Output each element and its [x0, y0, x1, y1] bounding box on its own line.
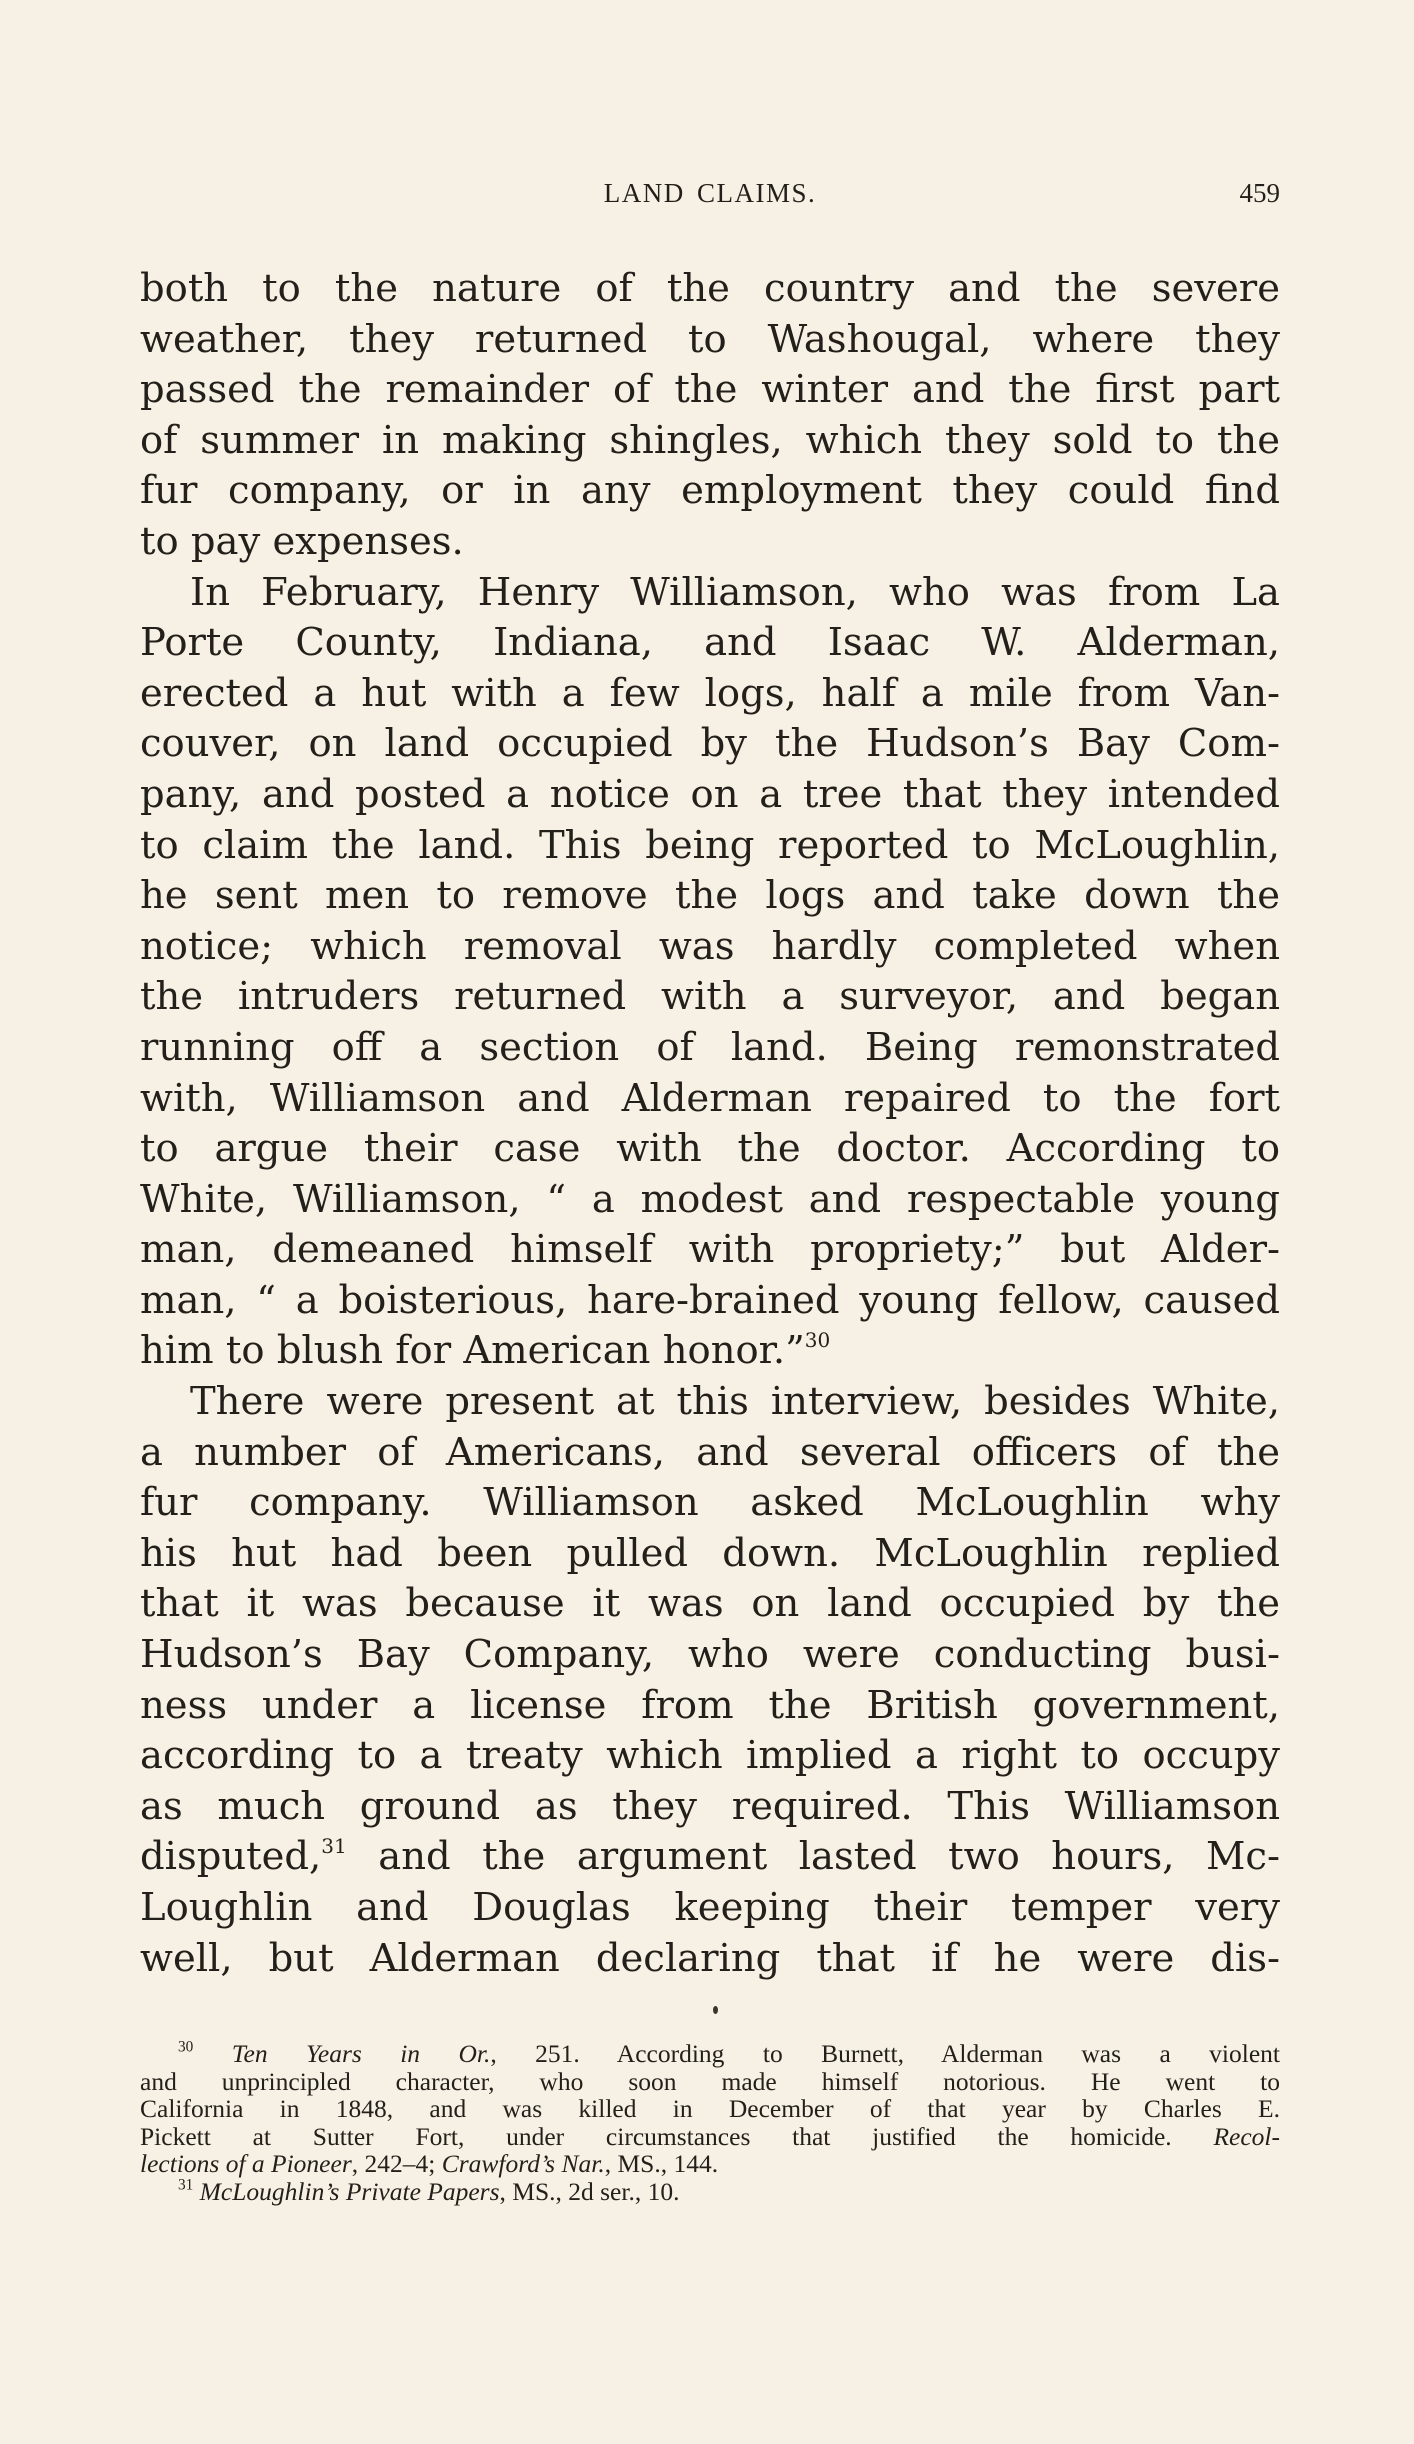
body-line: him to blush for American honor.”$^{30}$	[140, 1328, 831, 1374]
body-line: weather, they returned to Washougal, where they	[140, 316, 1280, 362]
body-line: Porte County, Indiana, and Isaac W. Alderman,	[140, 620, 1280, 666]
body-line: the intruders returned with a surveyor, and began	[140, 974, 1280, 1020]
body-line: with, Williamson and Alderman repaired to the fort	[140, 1075, 1280, 1121]
body-line: to argue their case with the doctor. According to	[140, 1126, 1280, 1172]
body-line: fur company. Williamson asked McLoughlin why	[140, 1480, 1280, 1526]
body-line: his hut had been pulled down. McLoughlin replied	[140, 1530, 1280, 1576]
body-line: pany, and posted a notice on a tree that they intended	[140, 771, 1280, 817]
footnote-line: Pickett at Sutter Fort, under circumstances that justified the homicide. Recol-	[140, 2121, 1281, 2151]
body-line: notice; which removal was hardly completed when	[140, 923, 1280, 969]
footnote-marker: 31	[178, 2175, 194, 2193]
ink-speck	[713, 2006, 718, 2014]
footnote-line: and unprincipled character, who soon made himself notorious. He went to	[140, 2066, 1280, 2096]
body-line: couver, on land occupied by the Hudson’s Bay Com-	[140, 721, 1280, 767]
body-text	[140, 264, 1280, 1984]
body-line: both to the nature of the country and the severe	[140, 266, 1280, 311]
body-line: man, demeaned himself with propriety;” but Alder-	[140, 1227, 1280, 1273]
body-line: well, but Alderman declaring that if he were dis-	[140, 1935, 1280, 1981]
body-line: man, “ a boisterious, hare-brained young fellow, caused	[140, 1277, 1280, 1323]
body-line: Loughlin and Douglas keeping their temper very	[140, 1885, 1280, 1930]
running-title: LAND CLAIMS.	[603, 178, 817, 208]
body-line: that it was because it was on land occupied by the	[140, 1581, 1280, 1627]
body-line: Hudson’s Bay Company, who were conducting busi-	[140, 1632, 1280, 1678]
body-line: White, Williamson, “ a modest and respectable young	[140, 1176, 1280, 1222]
body-line: erected a hut with a few logs, half a mile from Van-	[140, 670, 1280, 716]
footnote-31: $^{31}$ McLoughlin’s Private Papers, MS., 2d ser., 10.	[178, 2175, 680, 2206]
body-line: according to a treaty which implied a right to occupy	[140, 1733, 1280, 1779]
page-number: 459	[1239, 178, 1280, 208]
footnote-30: $^{30}$ Ten Years in Or., 251. According to Burnett, Alderman was a violent	[178, 2038, 1281, 2068]
footnote-ref-31: 31	[321, 1834, 347, 1859]
body-line: passed the remainder of the winter and the first part	[140, 367, 1280, 413]
body-line: ness under a license from the British government,	[140, 1682, 1280, 1728]
footnote-line: lections of a Pioneer, 242–4; Crawford’s Nar., MS., 144.	[140, 2149, 719, 2178]
body-line: to pay expenses.	[140, 518, 464, 564]
footnote-ref-30: 30	[804, 1328, 831, 1353]
body-line: he sent men to remove the logs and take down the	[140, 873, 1280, 919]
body-line: as much ground as they required. This Williamson	[140, 1783, 1280, 1829]
body-line: fur company, or in any employment they could find	[140, 468, 1280, 514]
footnote-marker: 30	[178, 2038, 194, 2056]
body-line: of summer in making shingles, which they sold to the	[140, 417, 1280, 463]
body-line: disputed,$^{31}$ and the argument lasted two hours, Mc-	[140, 1834, 1280, 1880]
body-line: In February, Henry Williamson, who was from La	[190, 569, 1280, 615]
body-line: to claim the land. This being reported to McLoughlin,	[140, 822, 1280, 868]
body-line: There were present at this interview, besides White,	[190, 1379, 1280, 1425]
footnotes	[140, 2040, 1280, 2205]
footnote-line: California in 1848, and was killed in December of that year by Charles E.	[140, 2094, 1280, 2123]
body-line: running off a section of land. Being remonstrated	[140, 1024, 1280, 1070]
running-head	[140, 178, 1280, 218]
body-line: a number of Americans, and several officers of the	[140, 1429, 1280, 1475]
